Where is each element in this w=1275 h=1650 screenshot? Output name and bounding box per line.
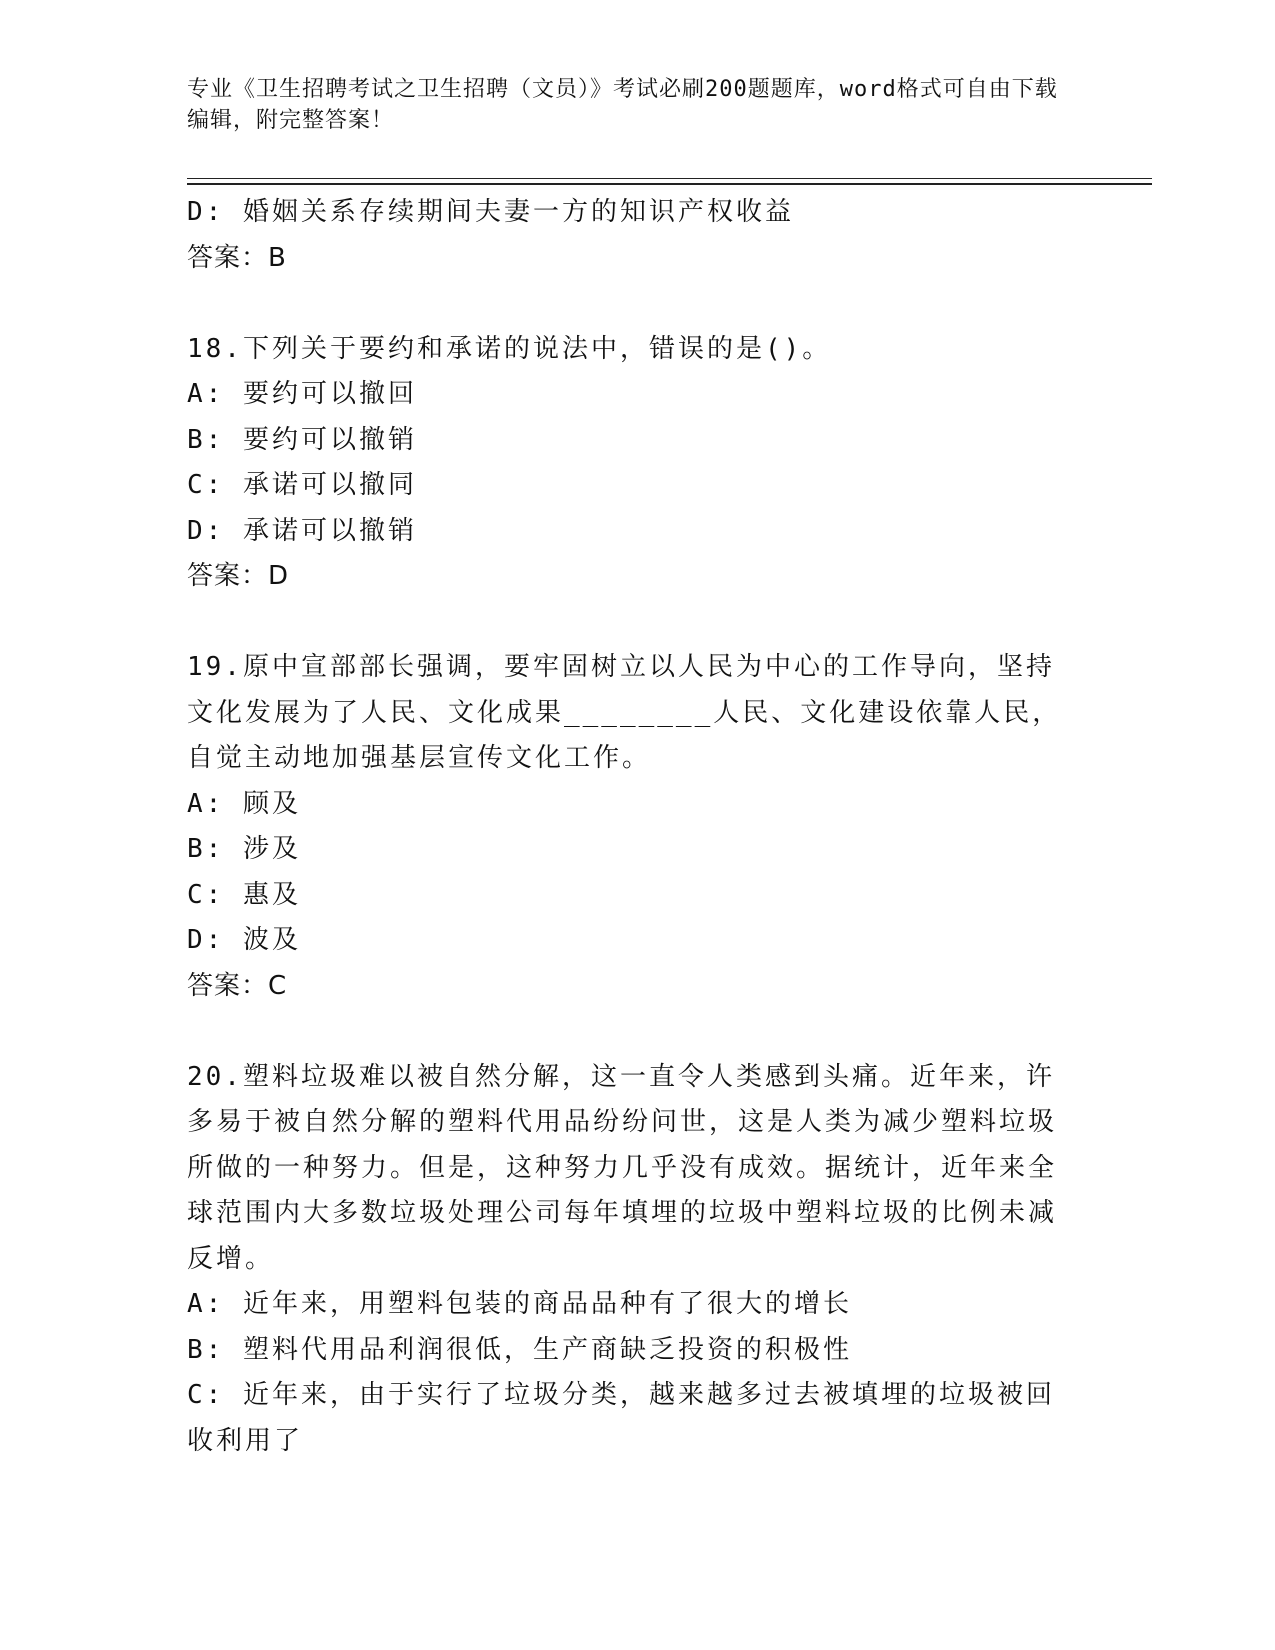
option-a: A: 近年来，用塑料包装的商品品种有了很大的增长 — [187, 1289, 852, 1319]
option-c: C: 近年来，由于实行了垃圾分类，越来越多过去被填埋的垃圾被回收利用了 — [187, 1380, 1055, 1456]
option-d: D: 波及 — [187, 925, 301, 955]
option-a: A: 顾及 — [187, 788, 301, 819]
question-19 — [187, 645, 1087, 1009]
question-list — [187, 190, 1087, 1464]
option-b: B: 涉及 — [187, 834, 301, 864]
header-divider-thin — [187, 178, 1152, 179]
option-a: A: 要约可以撤回 — [187, 379, 417, 409]
option-c: C: 惠及 — [187, 879, 301, 910]
option-d: D: 婚姻关系存续期间夫妻一方的知识产权收益 — [187, 197, 794, 227]
option-d: D: 承诺可以撤销 — [187, 515, 417, 546]
option-b: B: 塑料代用品利润很低，生产商缺乏投资的积极性 — [187, 1334, 852, 1365]
answer-line: 答案：B — [187, 242, 287, 273]
option-c: C: 承诺可以撤同 — [187, 470, 417, 500]
page-header — [187, 74, 1067, 136]
header-divider-thick — [187, 183, 1152, 185]
question-18 — [187, 327, 1087, 600]
question-stem: 18.下列关于要约和承诺的说法中，错误的是()。 — [187, 333, 832, 364]
question-stem: 20.塑料垃圾难以被自然分解，这一直令人类感到头痛。近年来，许多易于被自然分解的塑料代用品纷纷问世，这是人类为减少塑料垃圾所做的一种努力。但是，这种努力几乎没有成效。据统计，近年来全球范围内大多数垃圾处理公司每年填埋的垃圾中塑料垃圾的比例未减反增。 — [187, 1061, 1058, 1274]
question-stem: 19.原中宣部部长强调，要牢固树立以人民为中心的工作导向，坚持文化发展为了人民、文化成果________人民、文化建设依靠人民，自觉主动地加强基层宣传文化工作。 — [187, 652, 1062, 773]
question-20 — [187, 1055, 1087, 1465]
previous-question-tail — [187, 190, 1087, 281]
answer-line: 答案：C — [187, 970, 288, 1001]
answer-line: 答案：D — [187, 561, 290, 591]
option-b: B: 要约可以撤销 — [187, 424, 417, 455]
header-text: 专业《卫生招聘考试之卫生招聘（文员）》考试必刷200题题库，word格式可自由下载编辑，附完整答案！ — [187, 77, 1058, 133]
